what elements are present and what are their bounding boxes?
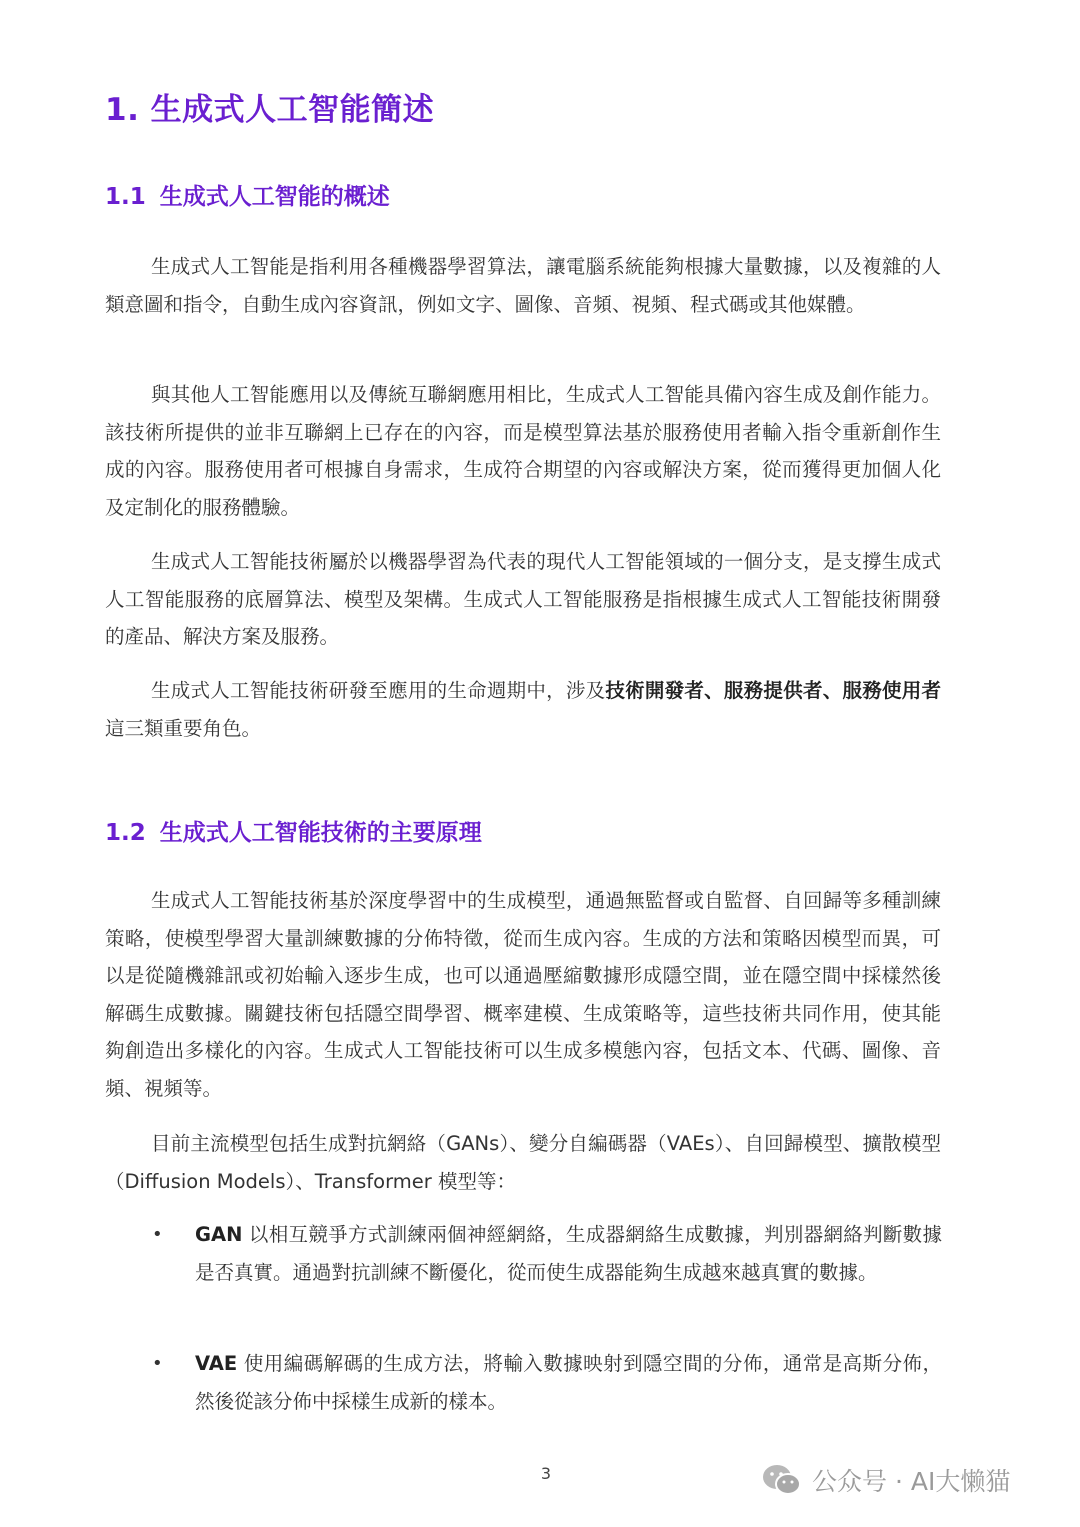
section-title: 生成式人工智能的概述 [159,184,390,210]
watermark [762,1462,1010,1498]
paragraph-text: 生成式人工智能技術研發至應用的生命週期中，涉及 [151,679,606,702]
bullet-marker: • [152,1353,163,1374]
wechat-icon [762,1463,802,1497]
section-heading-1-2 [105,814,482,847]
bullet-marker: • [152,1224,163,1245]
paragraph: 生成式人工智能技術基於深度學習中的生成模型，通過無監督或自監督、自回歸等多種訓練策略，使模型學習大量訓練數據的分佈特徵，從而生成內容。生成的方法和策略因模型而異，可以是從隨機雜訊或初始輸入逐步生成，也可以通過壓縮數據形成隱空間，並在隱空間中採樣然後解碼生成數據。關鍵技術包括隱空間學習、概率建模、生成策略等，這些技術共同作用，使其能夠創造出多樣化的內容。生成式人工智能技術可以生成多模態內容，包括文本、代碼、圖像、音頻、視頻等。 [105,889,941,1100]
list-item-text: 使用編碼解碼的生成方法，將輸入數據映射到隱空間的分佈，通常是高斯分佈，然後從該分佈中採樣生成新的樣本。 [195,1352,942,1413]
section-title: 生成式人工智能技術的主要原理 [159,820,482,846]
list-item [150,1345,942,1420]
paragraph: 生成式人工智能技術屬於以機器學習為代表的現代人工智能領域的一個分支，是支撐生成式人工智能服務的底層算法、模型及架構。生成式人工智能服務是指根據生成式人工智能技術開發的產品、解決方案及服務。 [105,550,941,648]
paragraph-text: 這三類重要角色。 [105,716,262,740]
paragraph: 目前主流模型包括生成對抗網絡（GANs）、變分自編碼器（VAEs）、自回歸模型、擴散模型（Diffusion Models）、Transformer 模型等： [105,1132,941,1193]
section-number: 1.2 [105,820,146,846]
document-title: 1. 生成式人工智能簡述 [105,92,435,128]
section-number: 1.1 [105,184,146,210]
list-item-text: 以相互競爭方式訓練兩個神經網絡，生成器網絡生成數據，判別器網絡判斷數據是否真實。通過對抗訓練不斷優化，從而使生成器能夠生成越來越真實的數據。 [195,1223,942,1284]
paragraph [105,672,941,747]
watermark-text: 公众号 · AI大懒猫 [812,1467,1011,1496]
roles-emphasis: 技術開發者、服務提供者、服務使用者 [605,679,941,702]
list-item-term: GAN [195,1223,243,1246]
list-item-term: VAE [195,1352,238,1375]
list-item [150,1216,942,1291]
paragraph: 與其他人工智能應用以及傳統互聯網應用相比，生成式人工智能具備內容生成及創作能力。該技術所提供的並非互聯網上已存在的內容，而是模型算法基於服務使用者輸入指令重新創作生成的內容。服務使用者可根據自身需求，生成符合期望的內容或解決方案，從而獲得更加個人化及定制化的服務體驗。 [105,383,941,519]
page-number: 3 [540,1464,552,1483]
section-heading-1-1 [105,178,390,211]
paragraph: 生成式人工智能是指利用各種機器學習算法，讓電腦系統能夠根據大量數據，以及複雜的人類意圖和指令，自動生成內容資訊，例如文字、圖像、音頻、視頻、程式碼或其他媒體。 [105,255,941,316]
